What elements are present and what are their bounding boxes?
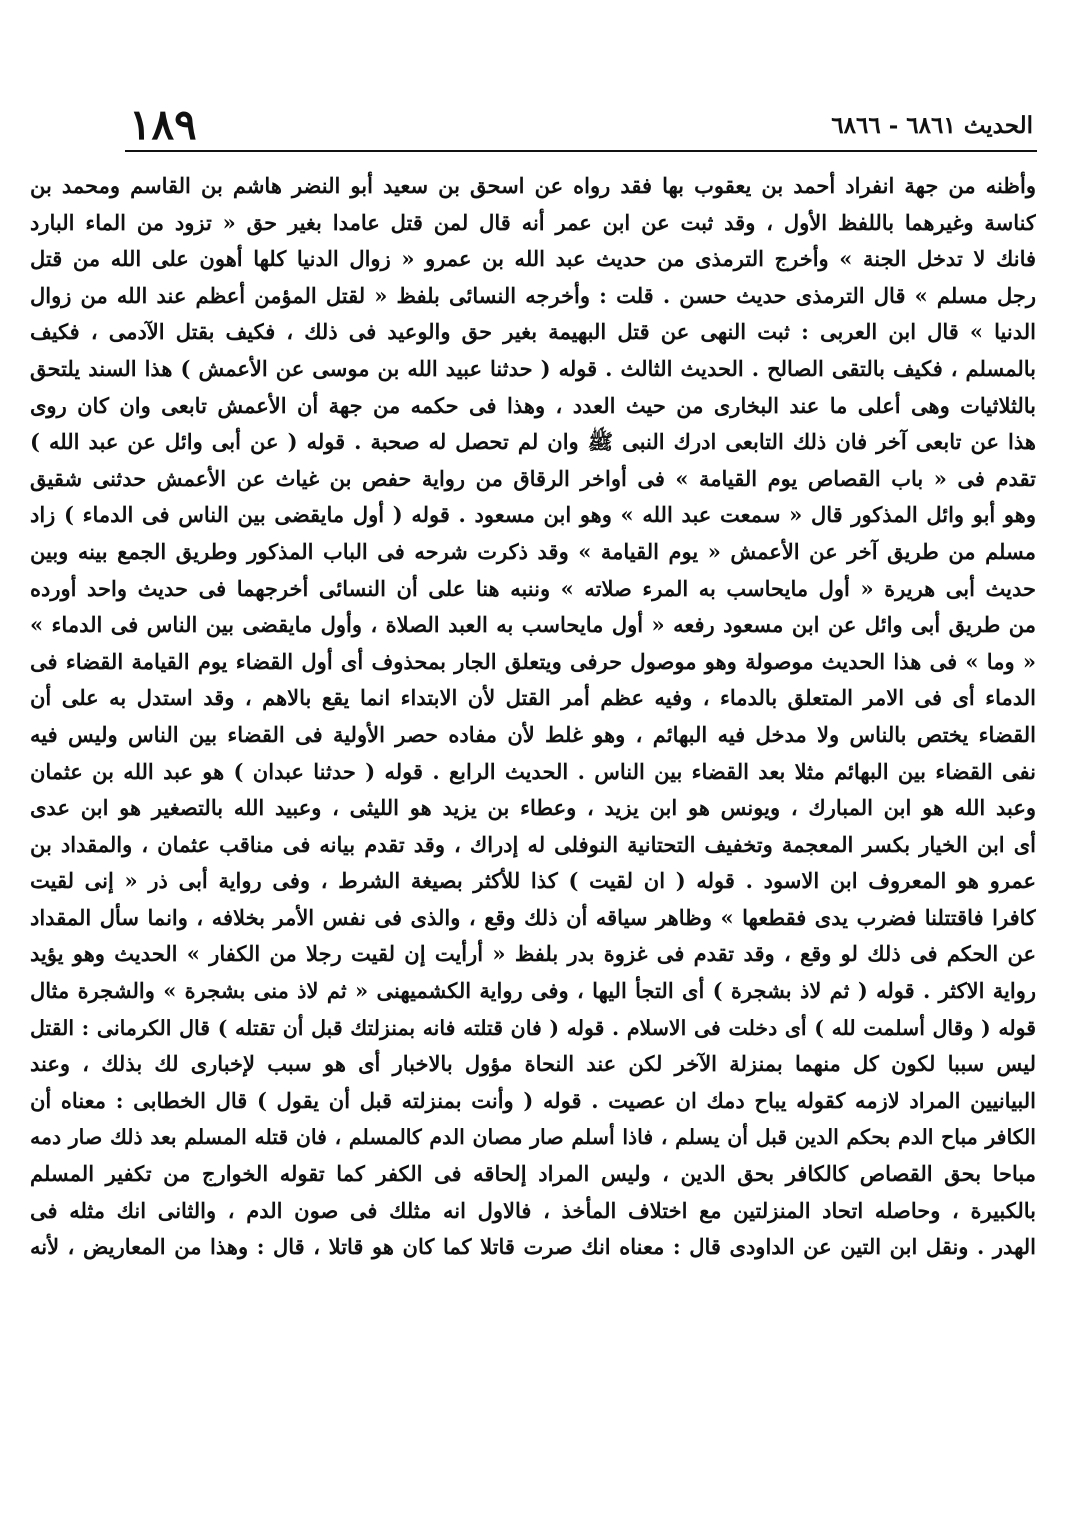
text-line: بالكبيرة ، وحاصله اتحاد المنزلتين مع اختلاف المأخذ ، فالاول انه مثلك فى صون الدم ، والثانى انك مثله فى xyxy=(30,1197,1036,1223)
text-line: وأظنه من جهة انفراد أحمد بن يعقوب بها فقد رواه عن اسحق بن سعيد أبو النضر هاشم بن القاسم ومحمد بن xyxy=(30,173,1036,198)
text-line: هذا عن تابعى آخر فان ذلك التابعى ادرك النبى ﷺ وان لم تحصل له صحبة . قوله ( عن أبى وائل عن عبد الله ) xyxy=(30,429,1036,455)
header-divider xyxy=(125,150,1037,152)
text-line: عن الحكم فى ذلك لو وقع ، وقد تقدم فى غزوة بدر بلفظ « أرأيت إن لقيت رجلا من الكفار » الحديث وهو يؤيد xyxy=(30,941,1036,967)
text-line: الدنيا » قال ابن العربى : ثبت النهى عن قتل البهيمة بغير حق والوعيد فى ذلك ، فكيف بقتل الآدمى ، فكيف xyxy=(30,319,1036,345)
text-line: وعبد الله هو ابن المبارك ، ويونس هو ابن يزيد ، وعطاء بن يزيد هو الليثى ، وعبيد الله بالتصغير هو ابن عدى xyxy=(30,795,1036,821)
text-line: فانك لا تدخل الجنة » وأخرج الترمذى من حديث عبد الله بن عمرو « زوال الدنيا كلها أهون على الله من قتل xyxy=(30,246,1036,272)
text-line: أى ابن الخيار بكسر المعجمة وتخفيف التحتانية النوفلى له إدراك ، وقد تقدم بيانه فى مناقب عثمان ، والمقداد بن xyxy=(30,831,1036,857)
page-number: ١٨٩ xyxy=(129,100,197,149)
text-line: من طريق أبى وائل عن ابن مسعود رفعه « أول مايحاسب به العبد الصلاة ، وأول مايقضى بين الناس فى الدماء » xyxy=(30,612,1036,638)
text-line: الدماء أى فى الامر المتعلق بالدماء ، وفيه عظم أمر القتل لأن الابتداء انما يقع بالاهم ، وقد استدل به على أن xyxy=(30,685,1036,711)
text-line: حديث أبى هريرة « أول مايحاسب به المرء صلاته » وننبه هنا على أن النسائى أخرجهما فى حديث واحد أورده xyxy=(30,575,1036,601)
text-line: عمرو هو المعروف ابن الاسود . قوله ( ان لقيت ) كذا للأكثر بصيغة الشرط ، وفى رواية أبى ذر « إنى لقيت xyxy=(30,868,1036,894)
running-header-title: الحديث ٦٨٦١ - ٦٨٦٦ xyxy=(831,112,1033,139)
page-header xyxy=(125,100,1037,152)
text-line: « وما » فى هذا الحديث موصولة وهو موصول حرفى ويتعلق الجار بمحذوف أى أول القضاء يوم القيامة القضاء فى xyxy=(30,648,1036,674)
text-line: بالثلاثيات وهى أعلى ما عند البخارى من حيث العدد ، وهذا فى حكمه من جهة أن الأعمش تابعى وان كان روى xyxy=(30,392,1036,418)
text-line: كناسة وغيرهما باللفظ الأول ، وقد ثبت عن ابن عمر أنه قال لمن قتل عامدا بغير حق « تزود من الماء البارد xyxy=(30,209,1036,235)
text-line: مباحا بحق القصاص كالكافر بحق الدين ، وليس المراد إلحاقه فى الكفر كما تقوله الخوارج من تكفير المسلم xyxy=(30,1161,1036,1187)
text-line: نفى القضاء بين البهائم مثلا بعد القضاء بين الناس . الحديث الرابع . قوله ( حدثنا عبدان ) هو عبد الله بن عثمان xyxy=(30,758,1036,784)
text-line: القضاء يختص بالناس ولا مدخل فيه البهائم ، وهو غلط لأن مفاده حصر الأولية فى القضاء بين الناس وليس فيه xyxy=(30,721,1036,747)
text-line: مسلم من طريق آخر عن الأعمش « يوم القيامة » وقد ذكرت شرحه فى الباب المذكور وطريق الجمع بينه وبين xyxy=(30,538,1036,564)
text-line: رواية الاكثر . قوله ( ثم لاذ بشجرة ) أى التجأ اليها ، وفى رواية الكشميهنى « ثم لاذ منى بشجرة » والشجرة مثال xyxy=(30,978,1036,1004)
text-line: بالمسلم ، فكيف بالتقى الصالح . الحديث الثالث . قوله ( حدثنا عبيد الله بن موسى عن الأعمش ) هذا السند يلتحق xyxy=(30,355,1036,381)
text-line: البيانيين المراد لازمه كقوله يباح دمك ان عصيت . قوله ( وأنت بمنزلته قبل أن يقول ) قال الخطابى : معناه أن xyxy=(30,1087,1036,1113)
text-line: الكافر مباح الدم بحكم الدين قبل أن يسلم ، فاذا أسلم صار مصان الدم كالمسلم ، فان قتله المسلم بعد ذلك صار دمه xyxy=(30,1125,1036,1150)
text-line: الهدر . ونقل ابن التين عن الداودى قال : معناه انك صرت قاتلا كما كان هو قاتلا ، قال : وهذا من المعاريض ، لأنه xyxy=(30,1234,1036,1260)
text-line: قوله ( وقال أسلمت لله ) أى دخلت فى الاسلام . قوله ( فان قتلته فانه بمنزلتك قبل أن تقتله ) قال الكرمانى : القتل xyxy=(30,1015,1036,1040)
body-text xyxy=(30,168,1036,1266)
text-line: ليس سببا لكون كل منهما بمنزلة الآخر لكن عند النحاة مؤول بالاخبار أى هو سبب لإخبارى لك بذلك ، وعند xyxy=(30,1051,1036,1077)
text-line: وهو أبو وائل المذكور قال « سمعت عبد الله » وهو ابن مسعود . قوله ( أول مايقضى بين الناس فى الدماء ) زاد xyxy=(30,502,1036,528)
text-line: رجل مسلم » قال الترمذى حديث حسن . قلت : وأخرجه النسائى بلفظ « لقتل المؤمن أعظم عند الله من زوال xyxy=(30,282,1036,308)
text-line: كافرا فاقتتلنا فضرب يدى فقطعها » وظاهر سياقه أن ذلك وقع ، والذى فى نفس الأمر بخلافه ، وانما سأل المقداد xyxy=(30,904,1036,930)
text-line: تقدم فى « باب القصاص يوم القيامة » فى أواخر الرقاق من رواية حفص بن غياث عن الأعمش حدثنى شقيق xyxy=(30,465,1036,491)
